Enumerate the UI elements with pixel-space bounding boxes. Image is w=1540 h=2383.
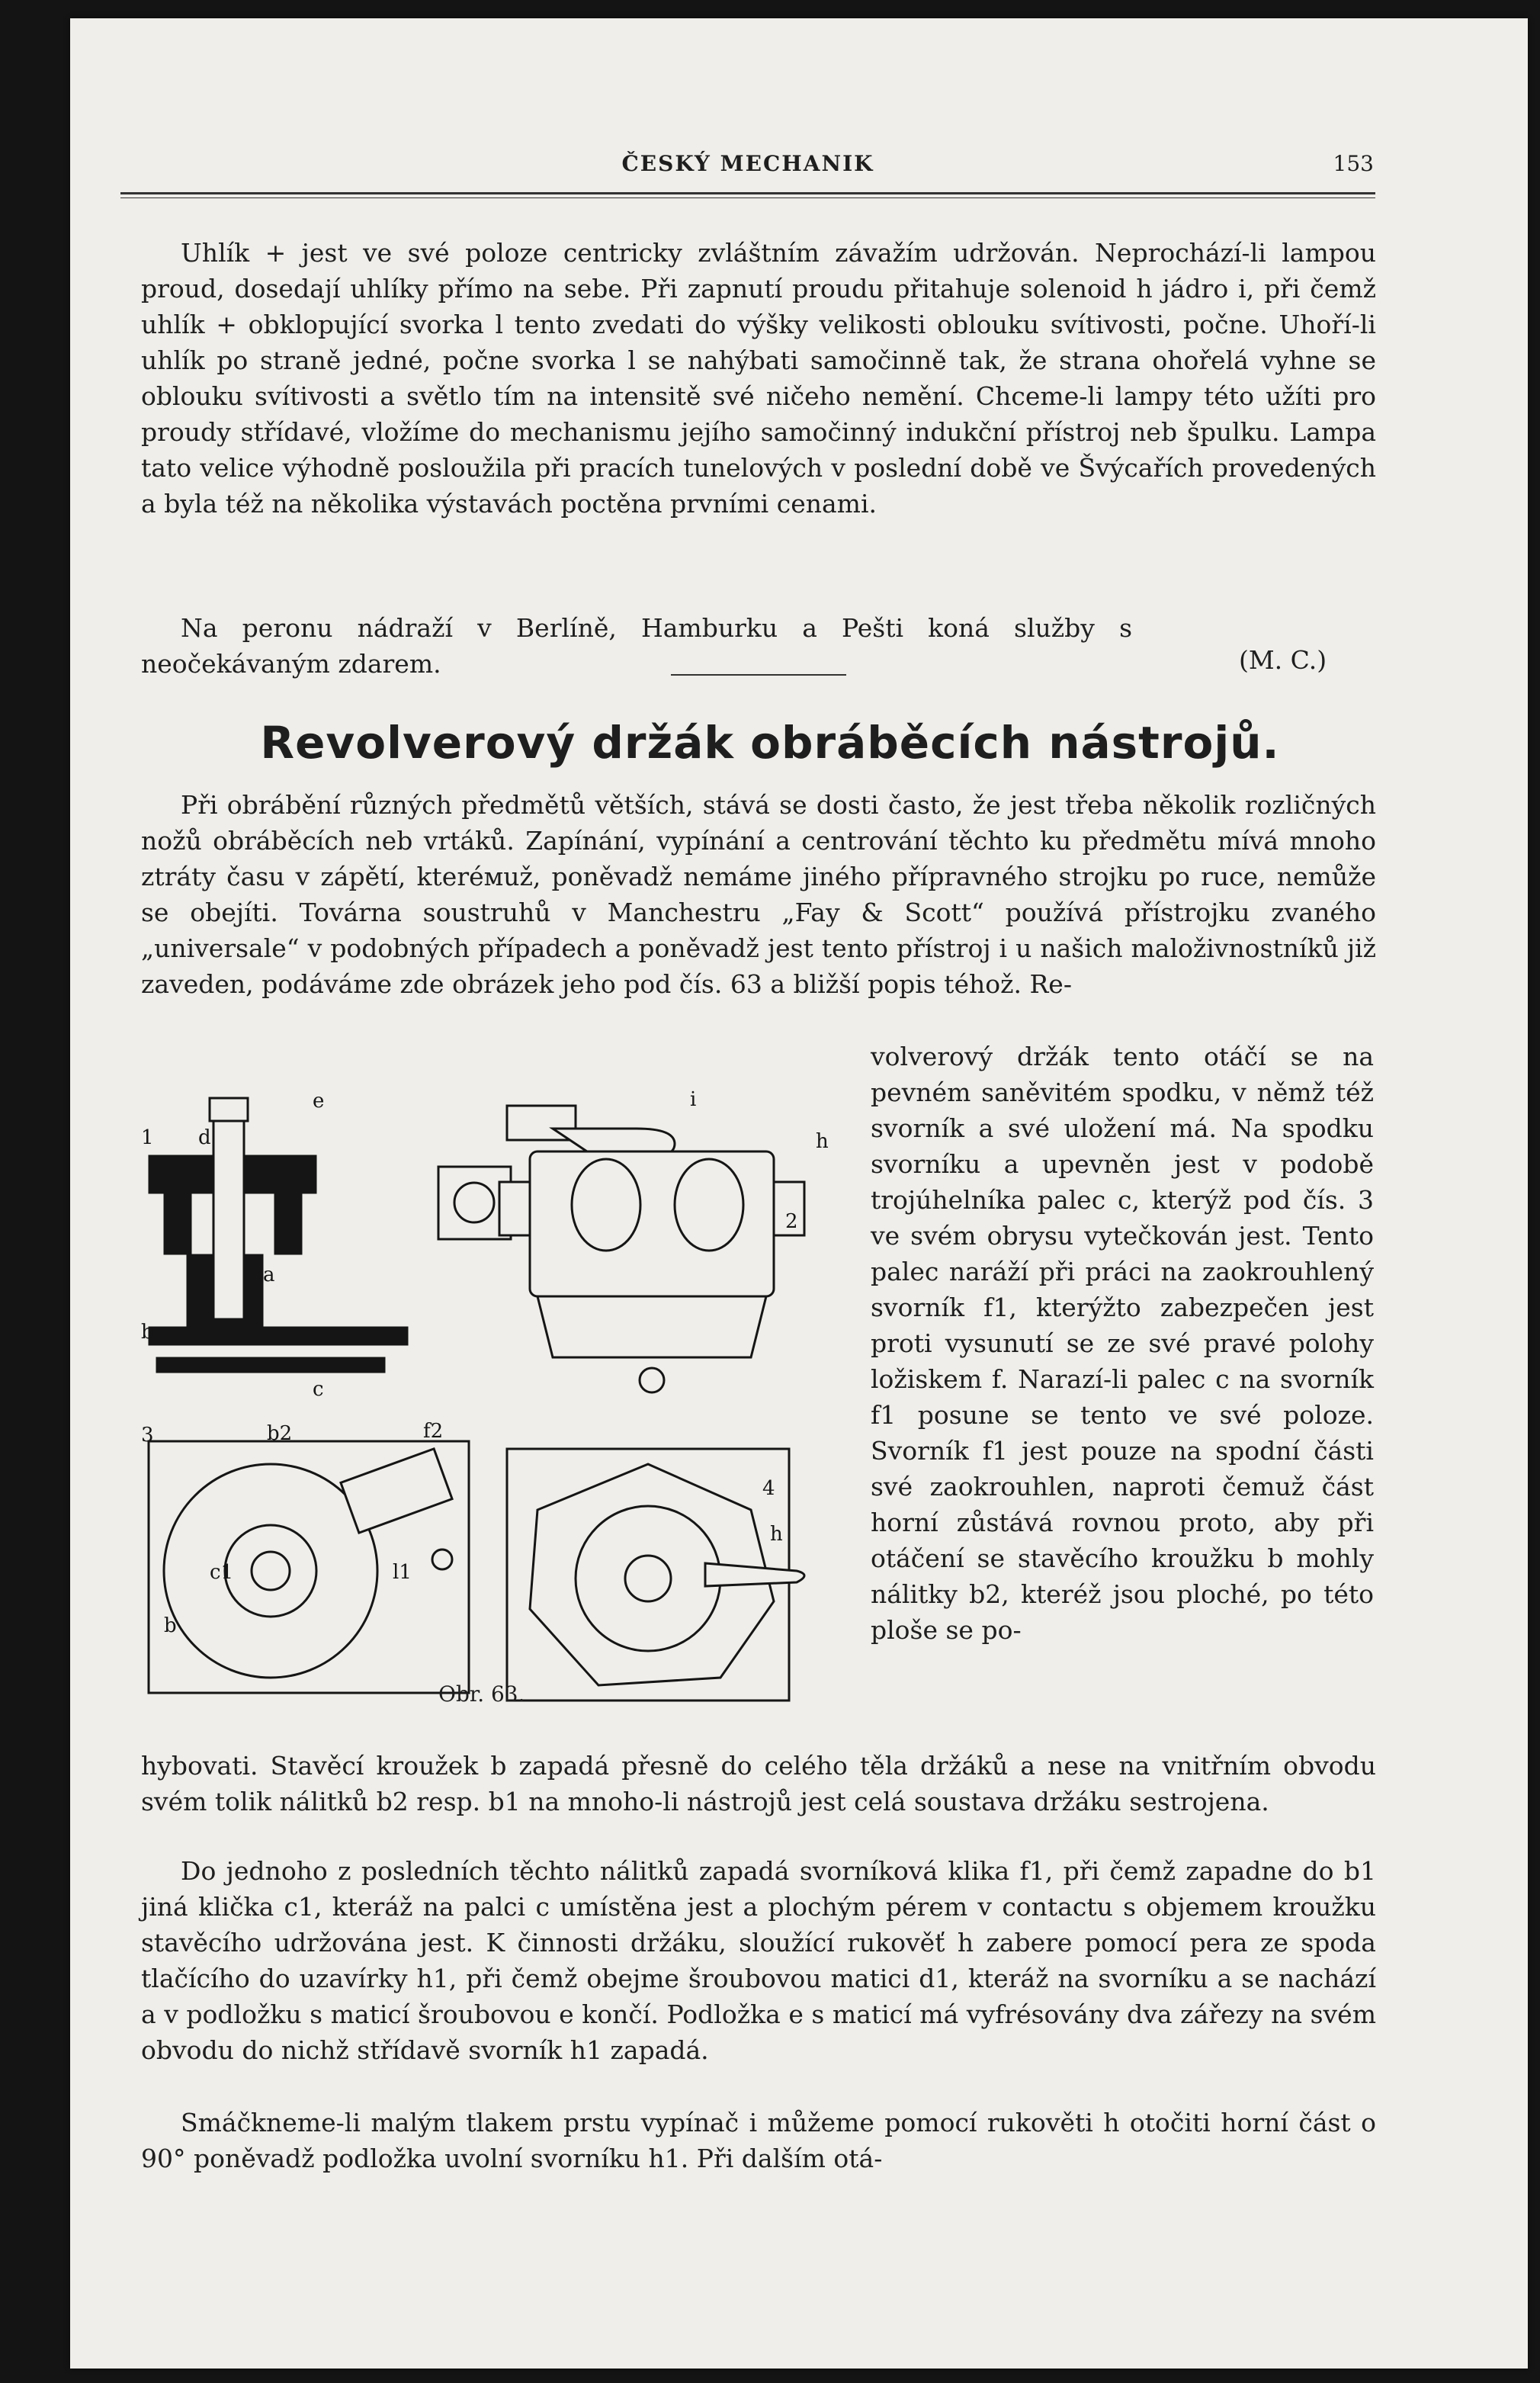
fig1-foot bbox=[156, 1357, 385, 1373]
header-rule bbox=[120, 192, 1375, 198]
paragraph-side-column: volverový držák tento otáčí se na pevném saněvitém spodku, v němž též svorník a své uložení má. Na spodku svorníku a upevněn jest v podobě trojúhelníka palec c, kterýž pod čís. 3 ve svém obrysu vytečkován jest. Tento palec naráží při práci na zaokrouhlený svorník f1, kterýžto zabezpečen jest proti vysunutí se ze své pravé polohy ložiskem f. Narazí-li palec c na svorník f1 posune se tento ve své poloze. Svorník f1 jest pouze na spodní části své zaokrouhlen, naproti čemuž část horní zůstává rovnou proto, aby při otáčení se stavěcího kroužku b mohly nálitky b2, kteréž jsou ploché, po této ploše se po- bbox=[871, 1042, 1374, 1645]
label-h-bottom: h bbox=[770, 1523, 783, 1546]
label-n4: 4 bbox=[762, 1477, 775, 1500]
label-n2: 2 bbox=[785, 1210, 798, 1233]
label-b-bottom: b bbox=[164, 1614, 177, 1637]
running-title: ČESKÝ MECHANIK bbox=[621, 151, 874, 176]
label-a: a bbox=[263, 1264, 275, 1286]
label-b: b bbox=[141, 1321, 154, 1344]
fig1-bolt bbox=[213, 1121, 244, 1319]
fig1-base bbox=[149, 1327, 408, 1345]
label-n3: 3 bbox=[141, 1424, 154, 1447]
figure-caption: Obr. 63. bbox=[438, 1681, 525, 1707]
page-header bbox=[122, 151, 1374, 185]
author-signature: (M. C.) bbox=[1239, 645, 1327, 675]
label-h-top: h bbox=[816, 1130, 829, 1153]
paragraph-lamp-description: Uhlík + jest ve své poloze centricky zvláštním závažím udržován. Neprochází-li lampou proud, dosedají uhlíky přímo na sebe. Při zapnutí proudu přitahuje solenoid h jádro i, při čemž uhlík + obklopující svorka l tento zvedati do výšky velikosti oblouku svítivosti, počne. Uhoří-li uhlík po straně jedné, počne svorka l se nahýbati samočinně tak, že strana ohořelá vyhne se oblouku svítivosti a světlo tím na intensitě své ničeho nemění. Chceme-li lampy této užíti pro proudy střídavé, vložíme do mechanismu jejího samočinný indukční přístroj neb špulku. Lampa tato velice výhodně posloužila při pracích tunelových v poslední době ve Švýcařích provedených a byla též na několika výstavách poctěna prvními cenami. bbox=[141, 238, 1376, 519]
paragraph-mechanism: Do jednoho z posledních těchto nálitků zapadá svorníková klika f1, při čemž zapadne do b1 jiná klička c1, kteráž na palci c umístěna jest a plochým pérem v contactu s objemem kroužku stavěcího udržována jest. K činnosti držáku, sloužící rukověť h zabere pomocí pera ze spoda tlačícího do uzavírky h1, při čemž obejme šroubovou matici d1, kteráž na svorníku a se nachází a v podložku s maticí šroubovou e končí. Podložka e s maticí má vyfrésovány dva zářezy na svém obvodu do nichž střídavě svorník h1 zapadá. bbox=[141, 1856, 1376, 2065]
paragraph-intro: Při obrábění různých předmětů větších, stává se dosti často, že jest třeba několik rozličných nožů obráběcích neb vrtáků. Zapínání, vypínání a centrování těchto ku předmětu mívá mnoho ztráty času v zápětí, kteréмuž, poněvadž nemáme jiného přípravného strojku po ruce, nemůže se obejíti. Továrna soustruhů v Manchestru „Fay & Scott“ používá přístrojku zvaného „universale“ v podobných případech a poněvadž jest tento přístroj i u našich maloživnostníků již zaveden, podáváme zde obrázek jeho pod čís. 63 a bližší popis téhož. Re- bbox=[141, 790, 1376, 999]
label-e: e bbox=[313, 1090, 325, 1113]
article-title: Revolverový držák obráběcích nástrojů. bbox=[260, 717, 1280, 769]
revolver-holder-drawing bbox=[141, 1083, 858, 1723]
paragraph-ring: hybovati. Stavěcí kroužek b zapadá přesně do celého těla držáků a nese na vnitřním obvodu svém tolik nálitků b2 resp. b1 na mnoho-li nástrojů jest celá soustava držáku sestrojena. bbox=[141, 1751, 1376, 1816]
paragraph-operation: Smáčkneme-li malým tlakem prstu vypínač i můžeme pomocí rukověti h otočiti horní část o 90° poněvadž podložka uvolní svorníku h1. Při dalším otá- bbox=[141, 2108, 1376, 2173]
label-c: c bbox=[313, 1378, 324, 1401]
label-d: d bbox=[198, 1126, 211, 1149]
label-n1: 1 bbox=[141, 1126, 154, 1149]
page-number: 153 bbox=[1333, 151, 1374, 176]
fig1-nut bbox=[210, 1098, 248, 1121]
fig2-base bbox=[537, 1296, 766, 1357]
label-b2: b2 bbox=[267, 1422, 293, 1445]
label-l1: l1 bbox=[393, 1561, 412, 1584]
fig1-right-block bbox=[274, 1193, 302, 1254]
label-c1: c1 bbox=[210, 1561, 234, 1584]
paragraph-station-use: Na peronu nádraží v Berlíně, Hamburku a Pešti koná služby s neočekávaným zdarem. bbox=[141, 613, 1132, 679]
label-i: i bbox=[690, 1088, 697, 1111]
figure-63 bbox=[141, 1083, 858, 1723]
fig1-left-block bbox=[164, 1193, 191, 1254]
section-divider bbox=[671, 674, 846, 676]
label-f2: f2 bbox=[423, 1420, 444, 1443]
